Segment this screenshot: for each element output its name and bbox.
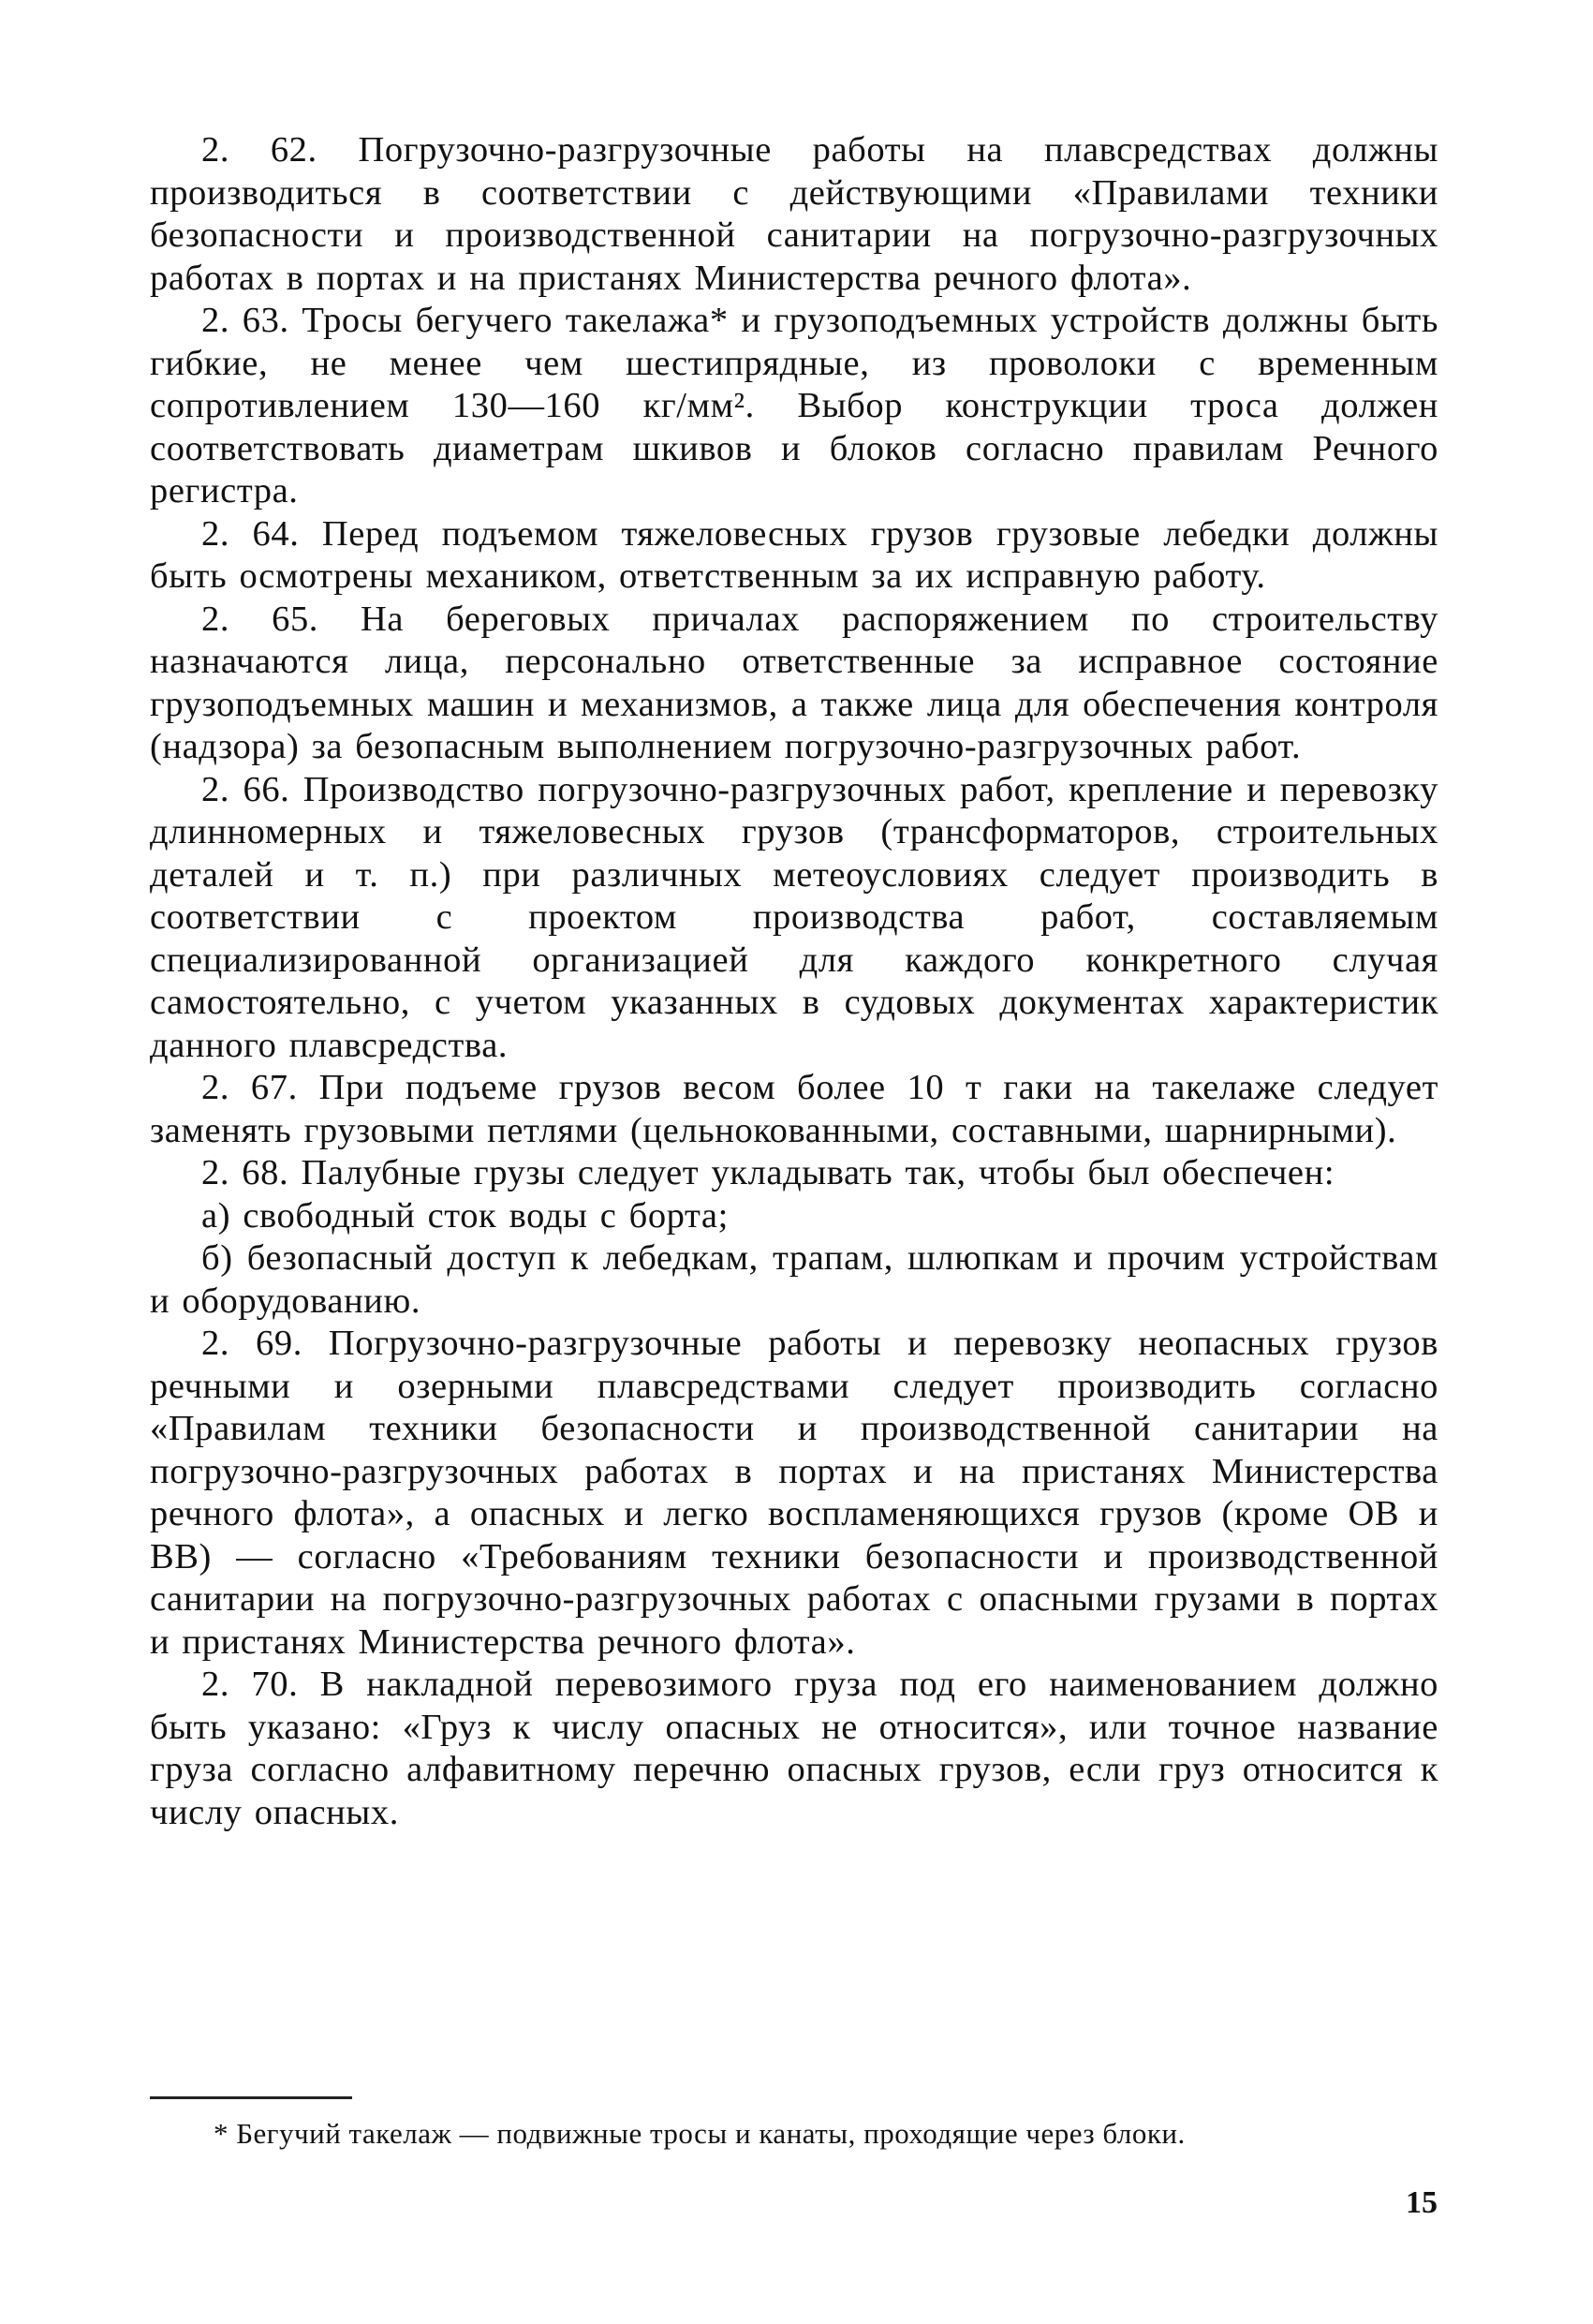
paragraph-2-68: 2. 68. Палубные грузы следует укладывать так, чтобы был обеспечен: — [201, 1153, 1335, 1192]
paragraph-2-62: 2. 62. Погрузочно-разгрузочные работы на плавсредствах должны производиться в соответствии с действующими «Правилами техники безопасности и производственной санитарии на погрузочно-разгрузочных работах в портах и на пристанях Министерства речного флота». — [150, 130, 1438, 298]
footnote: * Бегучий такелаж — подвижные тросы и канаты, проходящие через блоки. — [214, 2117, 1186, 2150]
paragraph-2-64: 2. 64. Перед подъемом тяжеловесных грузов грузовые лебедки должны быть осмотрены механиком, ответственным за их исправную работу. — [150, 513, 1438, 596]
footnote-divider — [150, 2096, 352, 2099]
paragraph-2-65: 2. 65. На береговых причалах распоряжением по строительству назначаются лица, персонально ответственные за исправное состояние грузоподъемных машин и механизмов, а также лица для обеспечения контроля (надзора) за безопасным выполнением погрузочно-разгрузочных работ. — [150, 599, 1438, 766]
list-item-a: а) свободный сток воды с борта; — [201, 1195, 729, 1236]
document-body — [150, 129, 1438, 1834]
paragraph-2-70: 2. 70. В накладной перевозимого груза под его наименованием должно быть указано: «Груз к числу опасных не относится», или точное название груза согласно алфавитному перечню опасных грузов, если груз относится к числу опасных. — [150, 1665, 1438, 1832]
paragraph-2-69: 2. 69. Погрузочно-разгрузочные работы и перевозку неопасных грузов речными и озерными плавсредствами следует производить согласно «Правилам техники безопасности и производственной санитарии на погрузочно-разгрузочных работах в портах и на пристанях Министерства речного флота», а опасных и легко воспламеняющихся грузов (кроме ОВ и ВВ) — согласно «Требованиям техники безопасности и производственной санитарии на погрузочно-разгрузочных работах с опасными грузами в портах и пристанях Министерства речного флота». — [150, 1324, 1438, 1662]
paragraph-2-63: 2. 63. Тросы бегучего такелажа* и грузоподъемных устройств должны быть гибкие, не менее чем шестипрядные, из проволоки с временным сопротивлением 130—160 кг/мм². Выбор конструкции троса должен соответствовать диаметрам шкивов и блоков согласно правилам Речного регистра. — [150, 301, 1438, 511]
page-number: 15 — [1406, 2185, 1438, 2220]
paragraph-2-66: 2. 66. Производство погрузочно-разгрузочных работ, крепление и перевозку длинномерных и тяжеловесных грузов (трансформаторов, строительных деталей и т. п.) при различных метеоусловиях следует производить в соответствии с проектом производства работ, составляемым специализированной организацией для каждого конкретного случая самостоятельно, с учетом указанных в судовых документах характеристик данного плавсредства. — [150, 769, 1438, 1065]
list-item-b: б) безопасный доступ к лебедкам, трапам, шлюпкам и прочим устройствам и оборудованию. — [150, 1238, 1438, 1321]
paragraph-2-67: 2. 67. При подъеме грузов весом более 10 т гаки на такелаже следует заменять грузовыми петлями (цельнокованными, составными, шарнирными). — [150, 1068, 1438, 1150]
